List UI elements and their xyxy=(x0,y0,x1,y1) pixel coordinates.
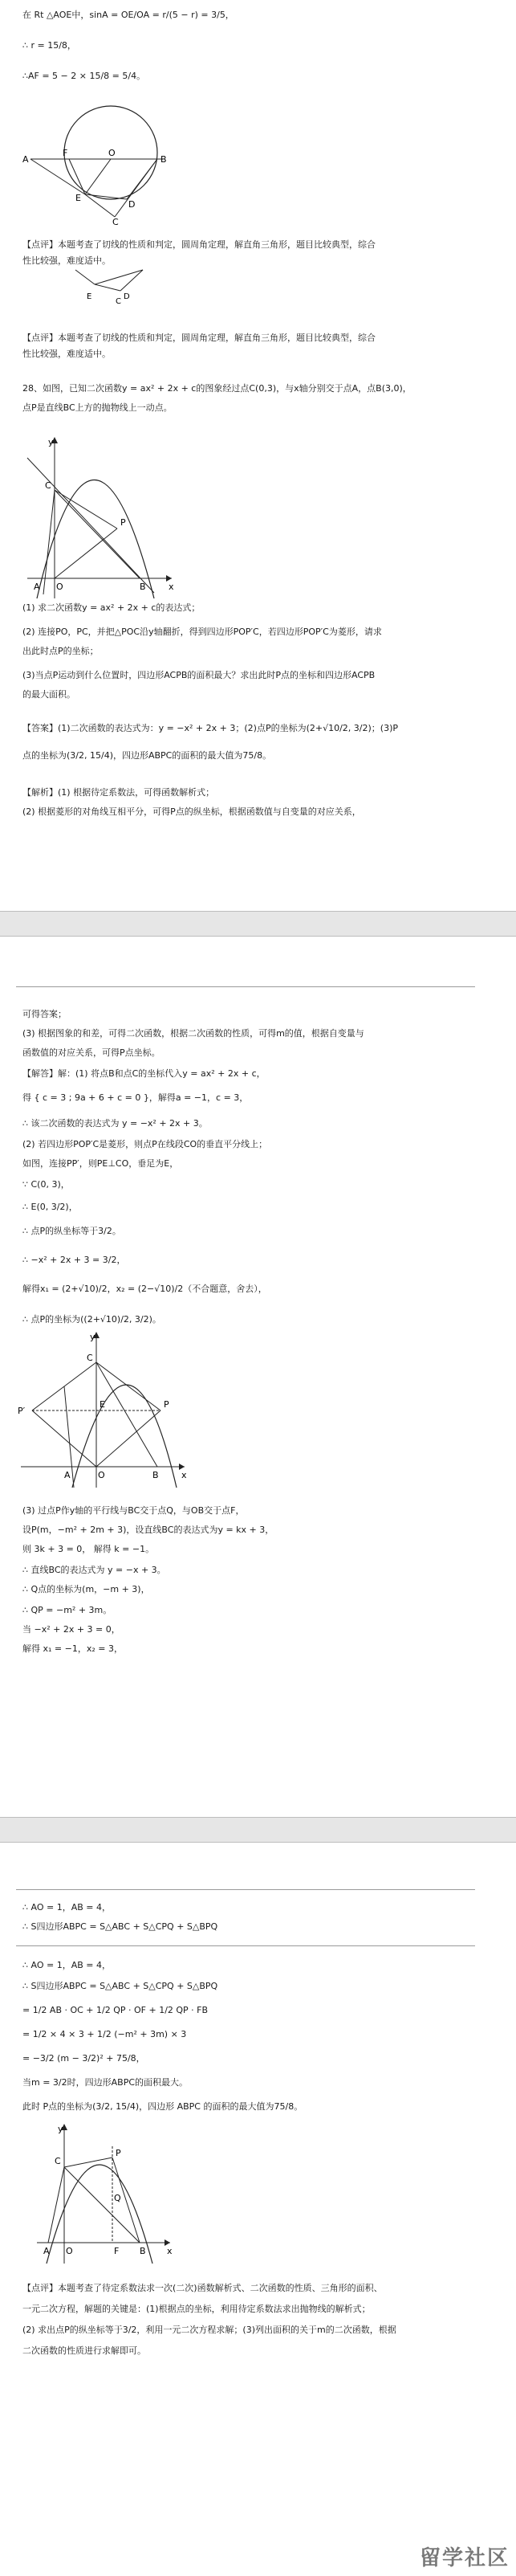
fig-label: C xyxy=(87,1353,93,1363)
text-line: 解得 x₁ = −1，x₂ = 3， xyxy=(22,1643,123,1654)
page-2 xyxy=(0,937,516,1815)
fig-label: P xyxy=(164,1399,169,1410)
fig-label: x xyxy=(169,582,174,592)
comment-line: (2) 求出点P的纵坐标等于3/2，利用一元二次方程求解；(3)列出面积的关于m的二次函数，根据 xyxy=(22,2325,396,2335)
fig-label: F xyxy=(114,2246,120,2256)
comment-line: 性比较强，难度适中。 xyxy=(22,255,111,266)
text-line: 函数值的对应关系，可得P点坐标。 xyxy=(22,1047,160,1058)
fig-label: O xyxy=(66,2246,73,2256)
page-1 xyxy=(0,0,516,911)
fig-label: x xyxy=(181,1470,187,1480)
fig-label: D xyxy=(124,292,130,301)
fig-label: y xyxy=(58,2124,63,2134)
fig-label: C xyxy=(112,217,119,225)
fig-label: F xyxy=(63,148,68,158)
text-line: (2) 若四边形POP′C是菱形，则点P在线段CO的垂直平分线上； xyxy=(22,1139,268,1149)
comment-line: 性比较强，难度适中。 xyxy=(22,349,111,359)
comment-line: 【点评】本题考查了切线的性质和判定，圆周角定理，解直角三角形，题目比较典型，综合 xyxy=(22,333,376,343)
fig-label: P xyxy=(116,2148,121,2158)
fig-label: C xyxy=(116,297,121,305)
text-line: 设P(m，−m² + 2m + 3)，设直线BC的表达式为y = kx + 3， xyxy=(22,1525,274,1535)
question-line: 点P是直线BC上方的抛物线上一动点。 xyxy=(22,402,173,413)
question-line: (3)当点P运动到什么位置时，四边形ACPB的面积最大？求出此时P点的坐标和四边形ACPB xyxy=(22,670,376,680)
text-line: 当 −x² + 2x + 3 = 0， xyxy=(22,1624,120,1635)
fig-label: B xyxy=(160,154,167,165)
answer-line: 点的坐标为(3/2, 15/4)，四边形ABPC的面积的最大值为75/8。 xyxy=(22,750,272,761)
watermark-logo: 留学社区 xyxy=(419,2546,510,2570)
text-line: ∴ E(0, 3/2)， xyxy=(22,1202,78,1212)
text-line: 得 { c = 3 ; 9a + 6 + c = 0 }，解得a = −1，c = 3， xyxy=(22,1092,249,1103)
question-line: 出此时点P的坐标； xyxy=(22,646,99,656)
text-line: ∴ 该二次函数的表达式为 y = −x² + 2x + 3。 xyxy=(22,1118,208,1129)
page-separator xyxy=(0,1817,516,1843)
fig-label: B xyxy=(140,2246,146,2256)
question-line: (1) 求二次函数y = ax² + 2x + c的表达式； xyxy=(22,602,201,613)
page-3 xyxy=(0,1843,516,2576)
analysis-line: (2) 根据菱形的对角线互相平分，可得P点的纵坐标，根据函数值与自变量的对应关系， xyxy=(22,806,361,817)
fig-label: B xyxy=(152,1470,159,1480)
text-line: ∴ QP = −m² + 3m。 xyxy=(22,1605,112,1615)
comment-line: 一元二次方程，解题的关键是：(1)根据点的坐标，利用待定系数法求出抛物线的解析式； xyxy=(22,2304,371,2314)
circle-figure xyxy=(22,104,191,225)
fig-label: A xyxy=(34,582,40,592)
text-line: 【解答】解：(1) 将点B和点C的坐标代入y = ax² + 2x + c， xyxy=(22,1068,266,1079)
fig-label: B xyxy=(140,582,146,592)
parabola-figure xyxy=(19,434,180,602)
text-line: ∴ 点P的坐标为((2+√10)/2, 3/2)。 xyxy=(22,1314,161,1325)
text-line: ∴ S四边形ABPC = S△ABC + S△CPQ + S△BPQ xyxy=(22,1981,218,1991)
text-line: ∵ C(0, 3)， xyxy=(22,1179,70,1190)
fig-label: E xyxy=(75,193,81,203)
text-line: ∴ 直线BC的表达式为 y = −x + 3。 xyxy=(22,1565,166,1575)
text-line: = 1/2 × 4 × 3 + 1/2 (−m² + 3m) × 3 xyxy=(22,2029,187,2039)
text-line: ∴ 点P的纵坐标等于3/2。 xyxy=(22,1226,121,1236)
fig-label: P′ xyxy=(18,1406,26,1416)
text-line: ∴ AO = 1，AB = 4， xyxy=(22,1960,111,1970)
text-line: = 1/2 AB · OC + 1/2 QP · OF + 1/2 QP · FB xyxy=(22,2005,209,2015)
fig-label: D xyxy=(128,199,136,210)
fig-label: C xyxy=(55,2156,61,2166)
fig-label: C xyxy=(45,480,51,491)
text-line: ∴ S四边形ABPC = S△ABC + S△CPQ + S△BPQ xyxy=(22,1921,218,1932)
comment-line: 二次函数的性质进行求解即可。 xyxy=(22,2345,146,2356)
fig-label: P xyxy=(120,517,126,528)
fig-label: A xyxy=(22,154,29,165)
question-line: 的最大面积。 xyxy=(22,689,75,700)
answer-line: 【答案】(1)二次函数的表达式为：y = −x² + 2x + 3；(2)点P的坐标为(2+√10/2, 3/2)；(3)P xyxy=(22,723,398,733)
text-line: 可得答案； xyxy=(22,1009,67,1019)
fig-label: A xyxy=(64,1470,71,1480)
text-line: ∴ AO = 1，AB = 4， xyxy=(22,1902,111,1913)
text-line: (3) 根据图象的和差，可得二次函数，根据二次函数的性质，可得m的值，根据自变量与 xyxy=(22,1028,364,1039)
text-line: ∴ Q点的坐标为(m，−m + 3)， xyxy=(22,1584,150,1594)
fig-label: x xyxy=(167,2246,173,2256)
text-line: ∴ r = 15/8， xyxy=(22,40,76,51)
text-line: = −3/2 (m − 3/2)² + 75/8， xyxy=(22,2053,145,2064)
text-line: 则 3k + 3 = 0， 解得 k = −1。 xyxy=(22,1544,155,1554)
analysis-line: 【解析】(1) 根据待定系数法，可得函数解析式； xyxy=(22,787,215,798)
fig-label: E xyxy=(87,292,92,301)
fig-label: y xyxy=(90,1332,95,1342)
fig-label: Q xyxy=(114,2193,121,2203)
area-figure xyxy=(32,2122,177,2267)
text-line: ∴ −x² + 2x + 3 = 3/2， xyxy=(22,1255,126,1265)
text-line: 如图，连接PP′，则PE⊥CO，垂足为E， xyxy=(22,1158,179,1169)
fig-label: O xyxy=(98,1470,105,1480)
text-line: 当m = 3/2时，四边形ABPC的面积最大。 xyxy=(22,2077,189,2088)
rhombus-figure xyxy=(16,1330,193,1491)
header-rule xyxy=(16,1889,475,1890)
fig-label: A xyxy=(43,2246,50,2256)
page-separator xyxy=(0,911,516,937)
text-line: 解得x₁ = (2+√10)/2，x₂ = (2−√10)/2（不合题意，舍去）， xyxy=(22,1284,267,1294)
comment-line: 【点评】本题考查了切线的性质和判定，圆周角定理，解直角三角形，题目比较典型，综合 xyxy=(22,239,376,250)
header-rule xyxy=(16,1945,475,1946)
text-line: 在 Rt △AOE中，sinA = OE/OA = r/(5 − r) = 3/5， xyxy=(22,10,234,20)
fig-label: O xyxy=(108,148,116,158)
fig-label: O xyxy=(56,582,63,592)
header-rule xyxy=(16,986,475,987)
fig-label: y xyxy=(48,437,54,447)
comment-line: 【点评】本题考查了待定系数法求一次(二次)函数解析式、二次函数的性质、三角形的面积、 xyxy=(22,2283,383,2293)
fig-label: E xyxy=(100,1399,105,1410)
question-line: 28、如图，已知二次函数y = ax² + 2x + c的图象经过点C(0,3)，与x轴分别交于点A，点B(3,0)， xyxy=(22,383,412,394)
question-line: (2) 连接PO，PC，并把△POC沿y轴翻折，得到四边形POP′C，若四边形POP′C为菱形，请求 xyxy=(22,627,382,637)
text-line: (3) 过点P作y轴的平行线与BC交于点Q，与OB交于点F， xyxy=(22,1505,245,1516)
small-figure xyxy=(71,267,159,305)
text-line: ∴AF = 5 − 2 × 15/8 = 5/4。 xyxy=(22,71,146,81)
text-line: 此时 P点的坐标为(3/2, 15/4)，四边形 ABPC 的面积的最大值为75/8。 xyxy=(22,2101,303,2112)
